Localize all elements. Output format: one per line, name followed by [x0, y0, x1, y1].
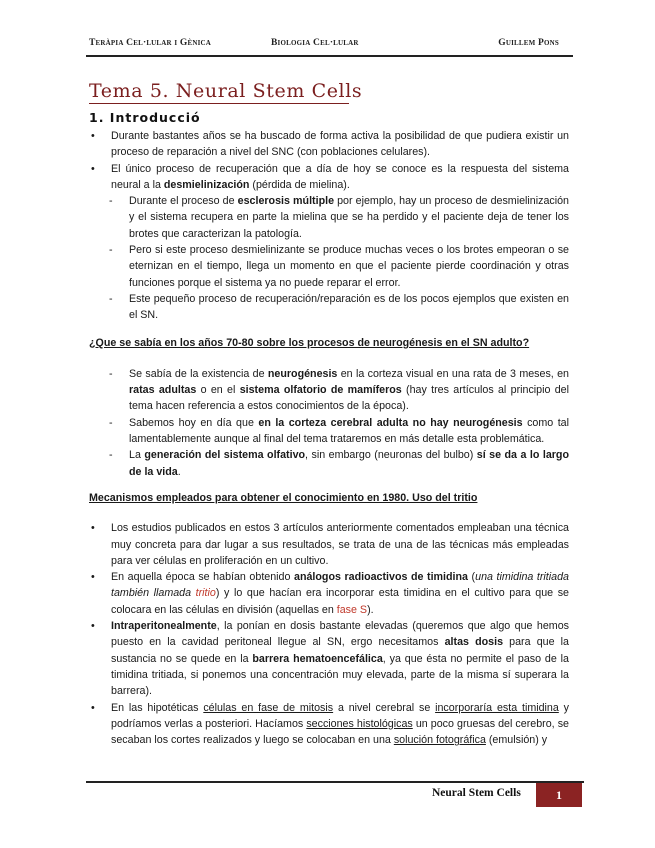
chapter-title: Tema 5. Neural Stem Cells [89, 80, 363, 102]
dash-item [89, 242, 569, 291]
dash-marker: - [109, 195, 113, 208]
item-text: Los estudios publicados en estos 3 artículos anteriormente comentados empleaban una técnica muy concreta para dar lugar a sus resultados, se trata de una de las técnicas más empleadas para ver células en proliferación en un cultivo. [111, 522, 569, 567]
bullet-item [89, 128, 569, 161]
item-text: El único proceso de recuperación que a día de hoy se conoce es la respuesta del sistema neural a la desmielinización (pérdida de mielina). [111, 162, 569, 191]
bullet-item [89, 161, 569, 194]
header-author: Guillem Pons [498, 38, 559, 48]
item-text: Durante bastantes años se ha buscado de forma activa la posibilidad de que pudiera existir un proceso de reparación a nivel del SNC (con poblaciones celulares). [111, 130, 569, 159]
page-number: 1 [536, 783, 582, 807]
dash-marker: - [109, 367, 113, 380]
dash-item [89, 366, 569, 415]
bullet-marker: • [91, 130, 95, 142]
header-subject: Biologia Cel·lular [271, 38, 359, 48]
footer-rule [86, 781, 584, 783]
bullet-marker: • [91, 162, 95, 175]
bullet-marker: • [91, 701, 95, 714]
dash-item [89, 291, 569, 324]
dash-item [89, 415, 569, 448]
section-heading: 1. Introducció [89, 110, 201, 125]
bullet-item [89, 520, 569, 569]
dash-marker: - [109, 244, 113, 257]
bullet-item [89, 569, 569, 618]
header-rule [86, 55, 573, 57]
bullet-marker: • [91, 620, 95, 633]
item-text: Pero si este proceso desmielinizante se produce muchas veces o los brotes empeoran o se eternizan en el tiempo, llega un momento en que el paciente pierde coordinación y otras funciones porque el sistema ya no puede reparar el error. [129, 244, 569, 289]
bullet-marker: • [91, 522, 95, 535]
dash-marker: - [109, 292, 113, 305]
title-underline [89, 103, 349, 104]
item-text: La generación del sistema olfativo, sin embargo (neuronas del bulbo) sí se da a lo largo de la vida. [129, 449, 569, 478]
dash-item [89, 193, 569, 242]
item-text: Este pequeño proceso de recuperación/reparación es de los pocos ejemplos que existen en el SN. [129, 292, 569, 322]
item-text: Sabemos hoy en día que en la corteza cerebral adulta no hay neurogénesis como tal lamentablemente aunque al final del tema trataremos en más detalle esta problemática. [129, 416, 569, 446]
body-text [89, 128, 569, 748]
footer-title: Neural Stem Cells [432, 787, 521, 799]
header-course: Teràpia Cel·lular i Gènica [89, 38, 212, 48]
dash-marker: - [109, 416, 113, 429]
bullet-item [89, 618, 569, 699]
bullet-item [89, 700, 569, 749]
item-text: En aquella época se habían obtenido análogos radioactivos de timidina (una timidina tritiada también llamada tritio) y lo que hacían era incorporar esta timidina en el cultivo para que se colocara en las células en división (aquellas en fase S). [111, 571, 570, 616]
dash-marker: - [109, 449, 113, 462]
running-header [89, 38, 569, 52]
dash-item [89, 447, 569, 480]
item-text: Se sabía de la existencia de neurogénesis en la corteza visual en una rata de 3 meses, en ratas adultas o en el sistema olfatorio de mamíferos (hay tres artículos al principio del tema hacen referencia a estos conocimientos de la época). [129, 367, 569, 413]
question-heading: ¿Que se sabía en los años 70-80 sobre los procesos de neurogénesis en el SN adulto? [89, 336, 530, 349]
item-text: Intraperitonealmente, la ponían en dosis bastante elevadas (queremos que algo que hemos puesto en la cavidad peritoneal llegue al SN, ergo necesitamos altas dosis para que la sustancia no se quede en la barrera hematoencefálica, ya que ésta no permite el paso de la timidina tritiada, si ponemos una concentración muy elevada, parte de la misma sí superara la barrera). [111, 620, 569, 698]
item-text: En las hipotéticas células en fase de mitosis a nivel cerebral se incorporaría esta timidina y podríamos verlas a posteriori. Hacíamos secciones histológicas un poco gruesas del cerebro, se secaban los cortes realizados y luego se colocaban en una solución fotográfica (emulsión) y [111, 701, 569, 747]
question-heading: Mecanismos empleados para obtener el conocimiento en 1980. Uso del tritio [89, 491, 478, 504]
bullet-marker: • [91, 571, 95, 584]
item-text: Durante el proceso de esclerosis múltiple por ejemplo, hay un proceso de desmielinización y el sistema recupera en parte la mielina que se ha perdido y el paciente deja de tener los brotes que caracterizan la patología. [129, 195, 569, 240]
